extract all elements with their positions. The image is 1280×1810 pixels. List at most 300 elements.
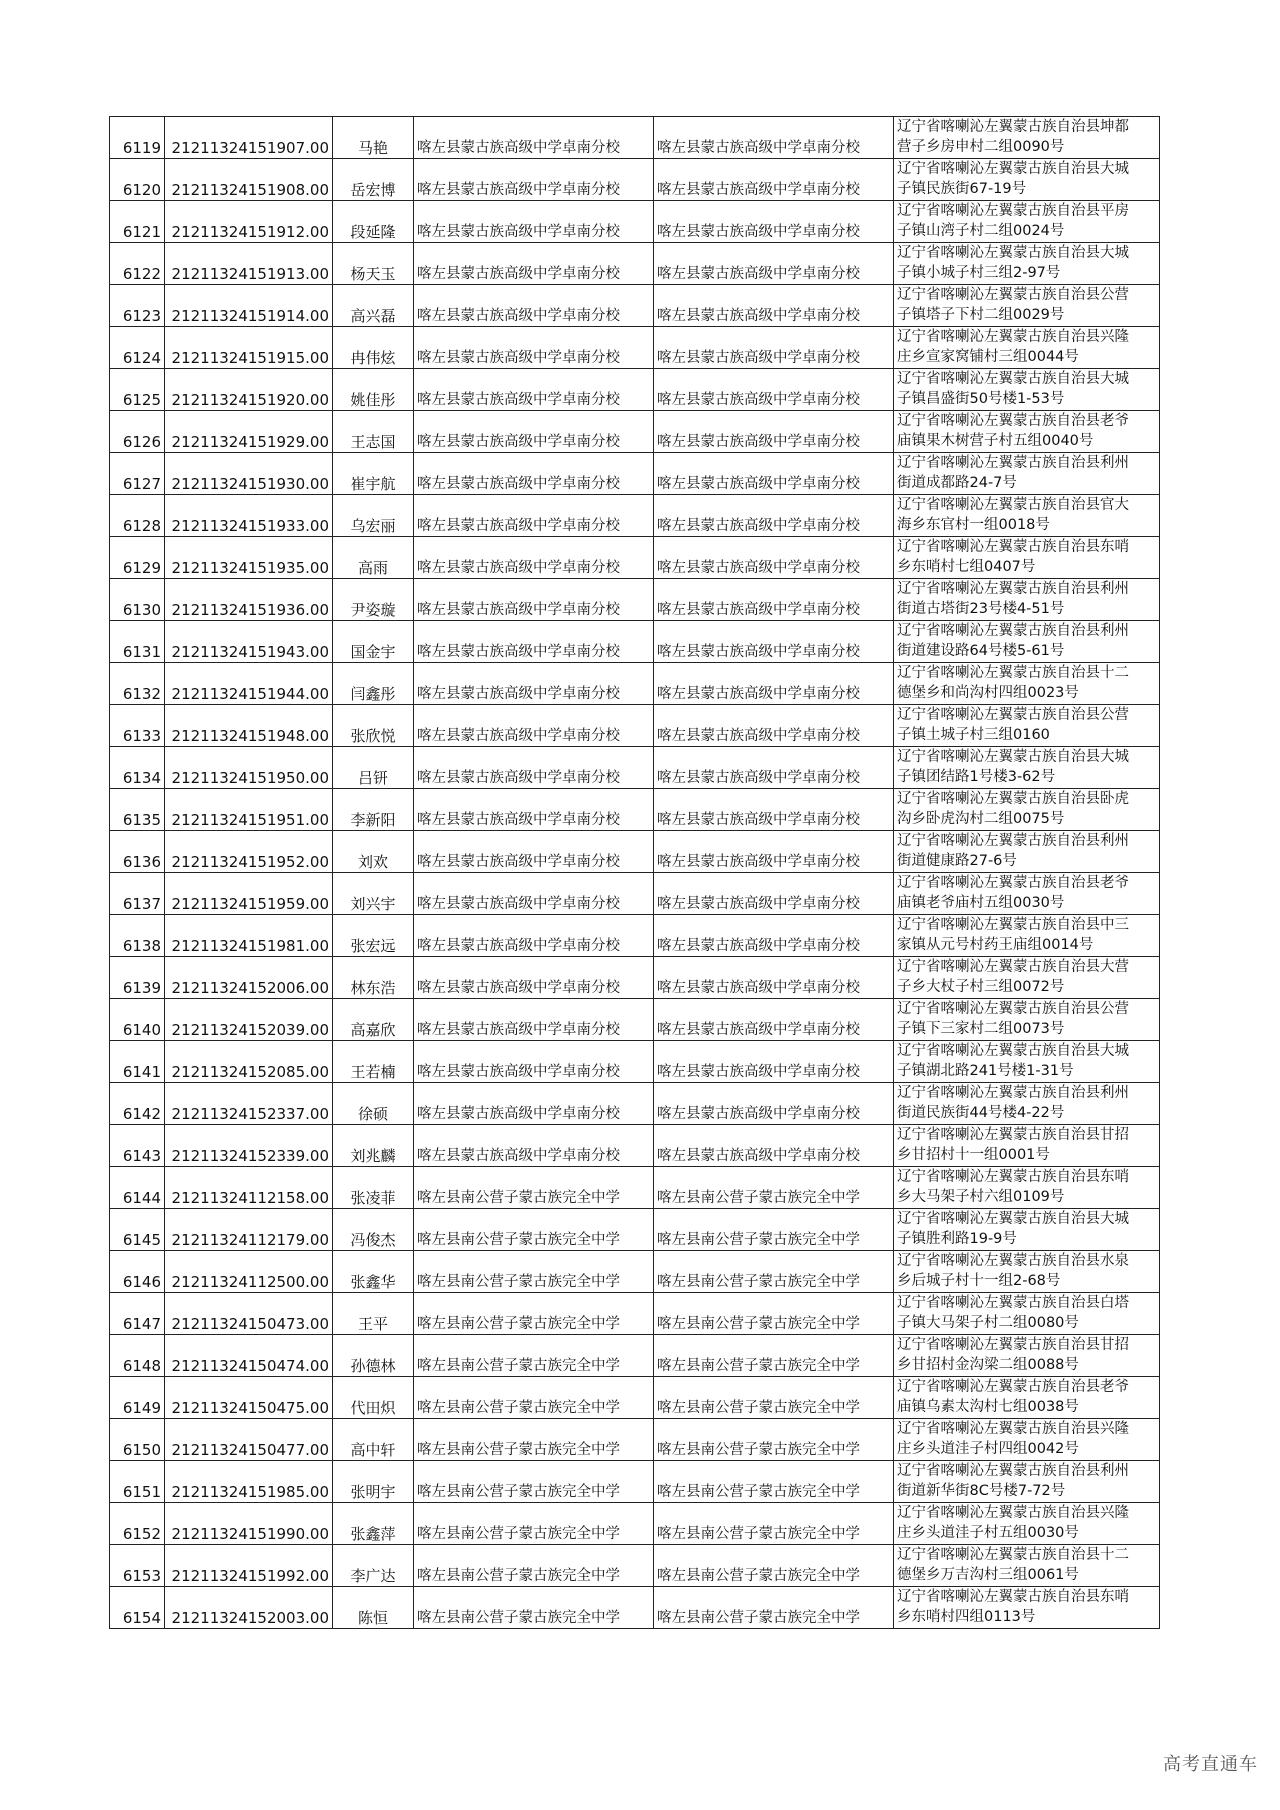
student-name: 李广达: [333, 1545, 414, 1587]
address-line: 辽宁省喀喇沁左翼蒙古族自治县平房: [897, 203, 1129, 219]
row-index: 6150: [110, 1419, 165, 1461]
school-name-2: 喀左县蒙古族高级中学卓南分校: [654, 243, 894, 285]
school-name: 喀左县蒙古族高级中学卓南分校: [414, 999, 654, 1041]
address-line: 家镇从元号村药王庙组0014号: [897, 937, 1094, 953]
address-cell: [894, 1419, 1160, 1461]
address-cell: [894, 957, 1160, 999]
row-index: 6151: [110, 1461, 165, 1503]
school-name-2: 喀左县南公营子蒙古族完全中学: [654, 1419, 894, 1461]
address-cell: [894, 915, 1160, 957]
school-name: 喀左县蒙古族高级中学卓南分校: [414, 495, 654, 537]
school-name: 喀左县南公营子蒙古族完全中学: [414, 1209, 654, 1251]
school-name-2: 喀左县蒙古族高级中学卓南分校: [654, 117, 894, 159]
table-row: [110, 579, 1160, 621]
address-line: 辽宁省喀喇沁左翼蒙古族自治县利州: [897, 1463, 1129, 1479]
exam-number: 21211324151992.00: [165, 1545, 333, 1587]
address-line: 辽宁省喀喇沁左翼蒙古族自治县东哨: [897, 1169, 1129, 1185]
address-cell: [894, 705, 1160, 747]
table-row: [110, 495, 1160, 537]
student-name: 徐硕: [333, 1083, 414, 1125]
school-name-2: 喀左县蒙古族高级中学卓南分校: [654, 747, 894, 789]
address-line: 庙镇乌素太沟村七组0038号: [897, 1399, 1079, 1415]
table-row: [110, 747, 1160, 789]
student-name: 闫鑫彤: [333, 663, 414, 705]
table-row: [110, 453, 1160, 495]
row-index: 6149: [110, 1377, 165, 1419]
address-line: 乡甘招村十一组0001号: [897, 1147, 1050, 1163]
school-name: 喀左县蒙古族高级中学卓南分校: [414, 873, 654, 915]
address-cell: [894, 873, 1160, 915]
exam-number: 21211324151920.00: [165, 369, 333, 411]
address-cell: [894, 1209, 1160, 1251]
exam-number: 21211324151944.00: [165, 663, 333, 705]
address-line: 子镇团结路1号楼3-62号: [897, 769, 1056, 785]
address-cell: [894, 411, 1160, 453]
student-name: 刘欢: [333, 831, 414, 873]
table-row: [110, 369, 1160, 411]
school-name-2: 喀左县蒙古族高级中学卓南分校: [654, 369, 894, 411]
address-line: 子镇胜利路19-9号: [897, 1231, 1017, 1247]
school-name: 喀左县蒙古族高级中学卓南分校: [414, 159, 654, 201]
address-line: 子镇塔子下村二组0029号: [897, 307, 1065, 323]
address-line: 庄乡头道洼子村四组0042号: [897, 1441, 1079, 1457]
address-line: 辽宁省喀喇沁左翼蒙古族自治县大城: [897, 1043, 1129, 1059]
student-name: 姚佳彤: [333, 369, 414, 411]
address-line: 辽宁省喀喇沁左翼蒙古族自治县公营: [897, 1001, 1129, 1017]
school-name: 喀左县蒙古族高级中学卓南分校: [414, 663, 654, 705]
address-line: 辽宁省喀喇沁左翼蒙古族自治县甘招: [897, 1337, 1129, 1353]
row-index: 6136: [110, 831, 165, 873]
student-name: 高兴磊: [333, 285, 414, 327]
address-cell: [894, 1377, 1160, 1419]
student-name: 王志国: [333, 411, 414, 453]
exam-number: 21211324151913.00: [165, 243, 333, 285]
address-cell: [894, 1503, 1160, 1545]
school-name-2: 喀左县南公营子蒙古族完全中学: [654, 1545, 894, 1587]
exam-number: 21211324151951.00: [165, 789, 333, 831]
student-name: 王平: [333, 1293, 414, 1335]
student-name: 张鑫萍: [333, 1503, 414, 1545]
student-name: 高雨: [333, 537, 414, 579]
address-line: 德堡乡和尚沟村四组0023号: [897, 685, 1079, 701]
row-index: 6129: [110, 537, 165, 579]
address-line: 营子乡房申村二组0090号: [897, 139, 1065, 155]
school-name: 喀左县蒙古族高级中学卓南分校: [414, 369, 654, 411]
address-cell: [894, 747, 1160, 789]
school-name-2: 喀左县蒙古族高级中学卓南分校: [654, 285, 894, 327]
school-name-2: 喀左县蒙古族高级中学卓南分校: [654, 495, 894, 537]
address-line: 辽宁省喀喇沁左翼蒙古族自治县东哨: [897, 1589, 1129, 1605]
address-cell: [894, 1335, 1160, 1377]
address-line: 街道健康路27-6号: [897, 853, 1017, 869]
address-line: 辽宁省喀喇沁左翼蒙古族自治县坤都: [897, 119, 1129, 135]
student-name: 国金宇: [333, 621, 414, 663]
address-cell: [894, 1293, 1160, 1335]
school-name: 喀左县蒙古族高级中学卓南分校: [414, 411, 654, 453]
address-line: 子乡大杖子村三组0072号: [897, 979, 1065, 995]
table-row: [110, 789, 1160, 831]
student-name: 孙德林: [333, 1335, 414, 1377]
row-index: 6139: [110, 957, 165, 999]
table-row: [110, 537, 1160, 579]
school-name-2: 喀左县蒙古族高级中学卓南分校: [654, 579, 894, 621]
address-line: 辽宁省喀喇沁左翼蒙古族自治县大城: [897, 749, 1129, 765]
school-name: 喀左县南公营子蒙古族完全中学: [414, 1335, 654, 1377]
student-name: 马艳: [333, 117, 414, 159]
address-cell: [894, 327, 1160, 369]
address-line: 辽宁省喀喇沁左翼蒙古族自治县兴隆: [897, 329, 1129, 345]
address-line: 子镇大马架子村二组0080号: [897, 1315, 1079, 1331]
student-name: 刘兴宇: [333, 873, 414, 915]
table-row: [110, 831, 1160, 873]
address-cell: [894, 1083, 1160, 1125]
address-cell: [894, 117, 1160, 159]
row-index: 6123: [110, 285, 165, 327]
school-name: 喀左县南公营子蒙古族完全中学: [414, 1293, 654, 1335]
school-name: 喀左县蒙古族高级中学卓南分校: [414, 621, 654, 663]
school-name: 喀左县蒙古族高级中学卓南分校: [414, 915, 654, 957]
address-line: 辽宁省喀喇沁左翼蒙古族自治县十二: [897, 1547, 1129, 1563]
exam-number: 21211324151929.00: [165, 411, 333, 453]
table-row: [110, 1503, 1160, 1545]
address-line: 子镇土城子村三组0160: [897, 727, 1050, 743]
address-cell: [894, 159, 1160, 201]
exam-number: 21211324152039.00: [165, 999, 333, 1041]
exam-number: 21211324150474.00: [165, 1335, 333, 1377]
table-row: [110, 1083, 1160, 1125]
school-name-2: 喀左县南公营子蒙古族完全中学: [654, 1167, 894, 1209]
address-line: 街道新华街8C号楼7-72号: [897, 1483, 1066, 1499]
school-name-2: 喀左县南公营子蒙古族完全中学: [654, 1209, 894, 1251]
school-name-2: 喀左县南公营子蒙古族完全中学: [654, 1293, 894, 1335]
table-row: [110, 1125, 1160, 1167]
address-cell: [894, 243, 1160, 285]
school-name-2: 喀左县蒙古族高级中学卓南分校: [654, 453, 894, 495]
exam-number: 21211324152085.00: [165, 1041, 333, 1083]
exam-number: 21211324151952.00: [165, 831, 333, 873]
exam-number: 21211324151933.00: [165, 495, 333, 537]
school-name-2: 喀左县蒙古族高级中学卓南分校: [654, 411, 894, 453]
exam-number: 21211324152003.00: [165, 1587, 333, 1629]
table-row: [110, 243, 1160, 285]
address-line: 街道民族街44号楼4-22号: [897, 1105, 1065, 1121]
school-name-2: 喀左县蒙古族高级中学卓南分校: [654, 621, 894, 663]
school-name-2: 喀左县蒙古族高级中学卓南分校: [654, 327, 894, 369]
school-name: 喀左县蒙古族高级中学卓南分校: [414, 327, 654, 369]
table-row: [110, 873, 1160, 915]
student-name: 刘兆麟: [333, 1125, 414, 1167]
table-row: [110, 1377, 1160, 1419]
student-name: 杨天玉: [333, 243, 414, 285]
watermark: 高考直通车: [1163, 1754, 1258, 1775]
address-cell: [894, 1041, 1160, 1083]
address-line: 辽宁省喀喇沁左翼蒙古族自治县利州: [897, 581, 1129, 597]
table-row: [110, 201, 1160, 243]
address-line: 街道成都路24-7号: [897, 475, 1017, 491]
school-name-2: 喀左县蒙古族高级中学卓南分校: [654, 999, 894, 1041]
table-row: [110, 621, 1160, 663]
school-name: 喀左县南公营子蒙古族完全中学: [414, 1251, 654, 1293]
table-row: [110, 159, 1160, 201]
student-name: 高中轩: [333, 1419, 414, 1461]
address-cell: [894, 201, 1160, 243]
address-line: 乡东哨村四组0113号: [897, 1609, 1036, 1625]
exam-number: 21211324150475.00: [165, 1377, 333, 1419]
address-line: 辽宁省喀喇沁左翼蒙古族自治县利州: [897, 623, 1129, 639]
student-name: 乌宏丽: [333, 495, 414, 537]
exam-number: 21211324151907.00: [165, 117, 333, 159]
address-cell: [894, 453, 1160, 495]
student-name: 张明宇: [333, 1461, 414, 1503]
school-name-2: 喀左县蒙古族高级中学卓南分校: [654, 537, 894, 579]
student-name: 岳宏博: [333, 159, 414, 201]
exam-number: 21211324151948.00: [165, 705, 333, 747]
exam-number: 21211324151930.00: [165, 453, 333, 495]
address-line: 子镇昌盛街50号楼1-53号: [897, 391, 1065, 407]
row-index: 6154: [110, 1587, 165, 1629]
address-line: 辽宁省喀喇沁左翼蒙古族自治县大城: [897, 371, 1129, 387]
school-name-2: 喀左县蒙古族高级中学卓南分校: [654, 663, 894, 705]
row-index: 6133: [110, 705, 165, 747]
address-line: 辽宁省喀喇沁左翼蒙古族自治县利州: [897, 1085, 1129, 1101]
student-name: 张欣悦: [333, 705, 414, 747]
school-name-2: 喀左县蒙古族高级中学卓南分校: [654, 201, 894, 243]
school-name: 喀左县南公营子蒙古族完全中学: [414, 1587, 654, 1629]
school-name-2: 喀左县南公营子蒙古族完全中学: [654, 1461, 894, 1503]
address-line: 辽宁省喀喇沁左翼蒙古族自治县兴隆: [897, 1505, 1129, 1521]
student-name: 冯俊杰: [333, 1209, 414, 1251]
student-name: 王若楠: [333, 1041, 414, 1083]
school-name-2: 喀左县蒙古族高级中学卓南分校: [654, 705, 894, 747]
table-body: [110, 117, 1160, 1629]
exam-number: 21211324112158.00: [165, 1167, 333, 1209]
address-line: 辽宁省喀喇沁左翼蒙古族自治县官大: [897, 497, 1129, 513]
exam-number: 21211324151935.00: [165, 537, 333, 579]
student-name: 高嘉欣: [333, 999, 414, 1041]
exam-number: 21211324151990.00: [165, 1503, 333, 1545]
row-index: 6121: [110, 201, 165, 243]
row-index: 6126: [110, 411, 165, 453]
row-index: 6140: [110, 999, 165, 1041]
school-name-2: 喀左县蒙古族高级中学卓南分校: [654, 159, 894, 201]
school-name-2: 喀左县蒙古族高级中学卓南分校: [654, 789, 894, 831]
address-line: 辽宁省喀喇沁左翼蒙古族自治县大城: [897, 1211, 1129, 1227]
table-row: [110, 1293, 1160, 1335]
address-line: 辽宁省喀喇沁左翼蒙古族自治县老爷: [897, 1379, 1129, 1395]
row-index: 6147: [110, 1293, 165, 1335]
school-name-2: 喀左县蒙古族高级中学卓南分校: [654, 1041, 894, 1083]
address-line: 辽宁省喀喇沁左翼蒙古族自治县大城: [897, 245, 1129, 261]
school-name: 喀左县蒙古族高级中学卓南分校: [414, 705, 654, 747]
row-index: 6135: [110, 789, 165, 831]
school-name-2: 喀左县蒙古族高级中学卓南分校: [654, 873, 894, 915]
school-name-2: 喀左县南公营子蒙古族完全中学: [654, 1377, 894, 1419]
school-name: 喀左县蒙古族高级中学卓南分校: [414, 453, 654, 495]
exam-number: 21211324112500.00: [165, 1251, 333, 1293]
student-name: 林东浩: [333, 957, 414, 999]
address-line: 子镇湖北路241号楼1-31号: [897, 1063, 1074, 1079]
school-name-2: 喀左县蒙古族高级中学卓南分校: [654, 831, 894, 873]
student-name: 张宏远: [333, 915, 414, 957]
address-cell: [894, 369, 1160, 411]
row-index: 6131: [110, 621, 165, 663]
table-row: [110, 411, 1160, 453]
table-row: [110, 999, 1160, 1041]
address-line: 辽宁省喀喇沁左翼蒙古族自治县利州: [897, 833, 1129, 849]
school-name-2: 喀左县南公营子蒙古族完全中学: [654, 1503, 894, 1545]
table-row: [110, 117, 1160, 159]
address-cell: [894, 1251, 1160, 1293]
address-line: 子镇民族街67-19号: [897, 181, 1027, 197]
school-name: 喀左县南公营子蒙古族完全中学: [414, 1167, 654, 1209]
table-row: [110, 1209, 1160, 1251]
school-name: 喀左县蒙古族高级中学卓南分校: [414, 1083, 654, 1125]
table-row: [110, 663, 1160, 705]
row-index: 6128: [110, 495, 165, 537]
row-index: 6127: [110, 453, 165, 495]
exam-number: 21211324151912.00: [165, 201, 333, 243]
address-cell: [894, 789, 1160, 831]
school-name-2: 喀左县蒙古族高级中学卓南分校: [654, 1125, 894, 1167]
exam-number: 21211324151943.00: [165, 621, 333, 663]
row-index: 6146: [110, 1251, 165, 1293]
school-name: 喀左县蒙古族高级中学卓南分校: [414, 201, 654, 243]
school-name: 喀左县蒙古族高级中学卓南分校: [414, 537, 654, 579]
address-line: 辽宁省喀喇沁左翼蒙古族自治县中三: [897, 917, 1129, 933]
row-index: 6125: [110, 369, 165, 411]
row-index: 6141: [110, 1041, 165, 1083]
address-line: 辽宁省喀喇沁左翼蒙古族自治县利州: [897, 455, 1129, 471]
row-index: 6148: [110, 1335, 165, 1377]
school-name: 喀左县蒙古族高级中学卓南分校: [414, 747, 654, 789]
exam-number: 21211324151959.00: [165, 873, 333, 915]
school-name: 喀左县蒙古族高级中学卓南分校: [414, 579, 654, 621]
table-row: [110, 1335, 1160, 1377]
address-line: 乡后城子村十一组2-68号: [897, 1273, 1061, 1289]
row-index: 6144: [110, 1167, 165, 1209]
address-line: 辽宁省喀喇沁左翼蒙古族自治县公营: [897, 707, 1129, 723]
row-index: 6134: [110, 747, 165, 789]
row-index: 6119: [110, 117, 165, 159]
row-index: 6137: [110, 873, 165, 915]
address-cell: [894, 1167, 1160, 1209]
school-name-2: 喀左县南公营子蒙古族完全中学: [654, 1335, 894, 1377]
student-table: [109, 116, 1160, 1629]
exam-number: 21211324151981.00: [165, 915, 333, 957]
school-name: 喀左县蒙古族高级中学卓南分校: [414, 117, 654, 159]
table-row: [110, 1041, 1160, 1083]
address-line: 辽宁省喀喇沁左翼蒙古族自治县卧虎: [897, 791, 1129, 807]
exam-number: 21211324112179.00: [165, 1209, 333, 1251]
row-index: 6153: [110, 1545, 165, 1587]
address-cell: [894, 579, 1160, 621]
row-index: 6145: [110, 1209, 165, 1251]
student-name: 尹姿璇: [333, 579, 414, 621]
table-row: [110, 1167, 1160, 1209]
school-name: 喀左县蒙古族高级中学卓南分校: [414, 243, 654, 285]
student-name: 陈恒: [333, 1587, 414, 1629]
address-line: 庙镇果木树营子村五组0040号: [897, 433, 1094, 449]
student-name: 崔宇航: [333, 453, 414, 495]
address-line: 庄乡头道洼子村五组0030号: [897, 1525, 1079, 1541]
address-cell: [894, 999, 1160, 1041]
address-line: 辽宁省喀喇沁左翼蒙古族自治县水泉: [897, 1253, 1129, 1269]
address-line: 辽宁省喀喇沁左翼蒙古族自治县甘招: [897, 1127, 1129, 1143]
address-line: 德堡乡万吉沟村三组0061号: [897, 1567, 1079, 1583]
school-name-2: 喀左县蒙古族高级中学卓南分校: [654, 915, 894, 957]
school-name: 喀左县南公营子蒙古族完全中学: [414, 1419, 654, 1461]
table-row: [110, 1251, 1160, 1293]
exam-number: 21211324151950.00: [165, 747, 333, 789]
exam-number: 21211324151914.00: [165, 285, 333, 327]
address-line: 辽宁省喀喇沁左翼蒙古族自治县十二: [897, 665, 1129, 681]
row-index: 6152: [110, 1503, 165, 1545]
address-line: 子镇下三家村二组0073号: [897, 1021, 1065, 1037]
school-name-2: 喀左县蒙古族高级中学卓南分校: [654, 1083, 894, 1125]
address-cell: [894, 831, 1160, 873]
row-index: 6132: [110, 663, 165, 705]
school-name: 喀左县南公营子蒙古族完全中学: [414, 1545, 654, 1587]
address-cell: [894, 285, 1160, 327]
address-line: 沟乡卧虎沟村二组0075号: [897, 811, 1065, 827]
address-line: 街道建设路64号楼5-61号: [897, 643, 1065, 659]
school-name: 喀左县蒙古族高级中学卓南分校: [414, 789, 654, 831]
table-row: [110, 285, 1160, 327]
student-name: 代田炽: [333, 1377, 414, 1419]
school-name: 喀左县南公营子蒙古族完全中学: [414, 1377, 654, 1419]
address-cell: [894, 1587, 1160, 1629]
row-index: 6120: [110, 159, 165, 201]
exam-number: 21211324150477.00: [165, 1419, 333, 1461]
address-line: 街道古塔街23号楼4-51号: [897, 601, 1065, 617]
address-line: 辽宁省喀喇沁左翼蒙古族自治县东哨: [897, 539, 1129, 555]
row-index: 6124: [110, 327, 165, 369]
address-cell: [894, 663, 1160, 705]
table-row: [110, 705, 1160, 747]
address-cell: [894, 1545, 1160, 1587]
exam-number: 21211324151908.00: [165, 159, 333, 201]
address-line: 辽宁省喀喇沁左翼蒙古族自治县老爷: [897, 413, 1129, 429]
school-name-2: 喀左县南公营子蒙古族完全中学: [654, 1251, 894, 1293]
address-cell: [894, 1461, 1160, 1503]
school-name: 喀左县蒙古族高级中学卓南分校: [414, 285, 654, 327]
row-index: 6142: [110, 1083, 165, 1125]
address-line: 乡甘招村金沟梁二组0088号: [897, 1357, 1079, 1373]
table-row: [110, 1545, 1160, 1587]
row-index: 6122: [110, 243, 165, 285]
address-line: 辽宁省喀喇沁左翼蒙古族自治县大城: [897, 161, 1129, 177]
table-row: [110, 327, 1160, 369]
student-name: 张凌菲: [333, 1167, 414, 1209]
address-line: 庙镇老爷庙村五组0030号: [897, 895, 1065, 911]
table-row: [110, 1419, 1160, 1461]
address-line: 乡东哨村七组0407号: [897, 559, 1036, 575]
table-row: [110, 915, 1160, 957]
address-line: 辽宁省喀喇沁左翼蒙古族自治县老爷: [897, 875, 1129, 891]
exam-number: 21211324151915.00: [165, 327, 333, 369]
address-cell: [894, 1125, 1160, 1167]
student-name: 张鑫华: [333, 1251, 414, 1293]
exam-number: 21211324152337.00: [165, 1083, 333, 1125]
exam-number: 21211324151985.00: [165, 1461, 333, 1503]
school-name: 喀左县南公营子蒙古族完全中学: [414, 1461, 654, 1503]
exam-number: 21211324150473.00: [165, 1293, 333, 1335]
address-line: 辽宁省喀喇沁左翼蒙古族自治县公营: [897, 287, 1129, 303]
address-cell: [894, 537, 1160, 579]
address-line: 子镇山湾子村二组0024号: [897, 223, 1065, 239]
row-index: 6130: [110, 579, 165, 621]
address-line: 辽宁省喀喇沁左翼蒙古族自治县大营: [897, 959, 1129, 975]
